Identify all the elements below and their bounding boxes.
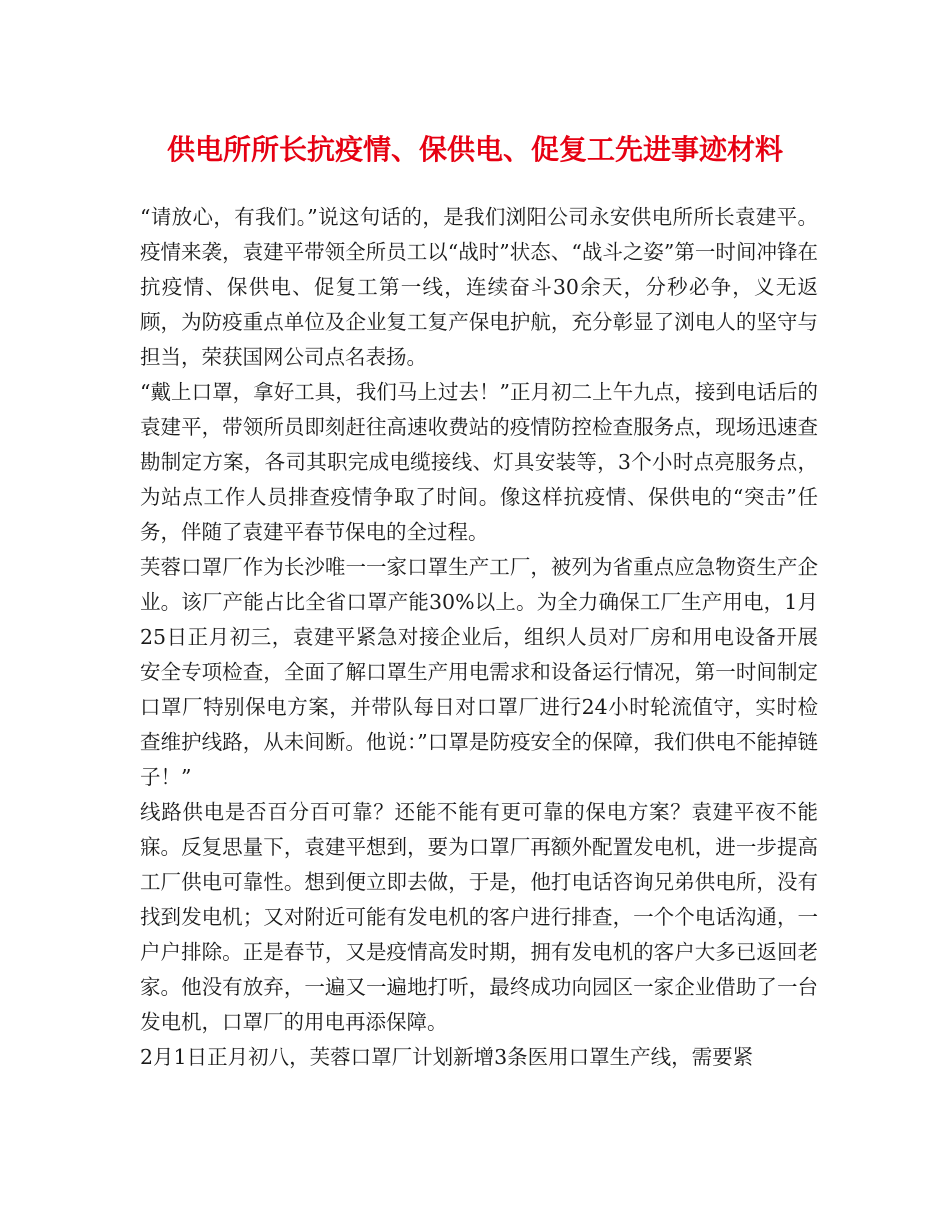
document-title: 供电所所长抗疫情、保供电、促复工先进事迹材料 xyxy=(166,133,783,166)
paragraph-4: 线路供电是否百分百可靠？还能不能有更可靠的保电方案？袁建平夜不能寐。反复思量下，袁建平想到，要为口罩厂再额外配置发电机，进一步提高工厂供电可靠性。想到便立即去做，于是，他打电话咨询兄弟供电所，没有找到发电机；又对附近可能有发电机的客户进行排查，一个个电话沟通，一户户排除。正是春节，又是疫情高发时期，拥有发电机的客户大多已返回老家。他没有放弃，一遍又一遍地打听，最终成功向园区一家企业借助了一台发电机，口罩厂的用电再添保障。 xyxy=(140,800,818,1034)
paragraph-1: “请放心，有我们。”说这句话的，是我们浏阳公司永安供电所所长袁建平。疫情来袭，袁建平带领全所员工以“战时”状态、“战斗之姿”第一时间冲锋在抗疫情、保供电、促复工第一线，连续奋斗30余天，分秒必争，义无返顾，为防疫重点单位及企业复工复产保电护航，充分彰显了浏电人的坚守与担当，荣获国网公司点名表扬。 xyxy=(140,205,818,369)
paragraph-3: 芙蓉口罩厂作为长沙唯一一家口罩生产工厂，被列为省重点应急物资生产企业。该厂产能占比全省口罩产能30%以上。为全力确保工厂生产用电，1月25日正月初三，袁建平紧急对接企业后，组织人员对厂房和用电设备开展安全专项检查，全面了解口罩生产用电需求和设备运行情况，第一时间制定口罩厂特别保电方案，并带队每日对口罩厂进行24小时轮流值守，实时检查维护线路，从未间断。他说：”口罩是防疫安全的保障，我们供电不能掉链子！” xyxy=(140,555,818,789)
paragraph-2: “戴上口罩，拿好工具，我们马上过去！”正月初二上午九点，接到电话后的袁建平，带领所员即刻赶往高速收费站的疫情防控检查服务点，现场迅速查勘制定方案，各司其职完成电缆接线、灯具安装等，3个小时点亮服务点，为站点工作人员排查疫情争取了时间。像这样抗疫情、保供电的“突击”任务，伴随了袁建平春节保电的全过程。 xyxy=(140,380,818,544)
paragraph-5: 2月1日正月初八，芙蓉口罩厂计划新增3条医用口罩生产线，需要紧 xyxy=(140,1045,754,1069)
document-body xyxy=(140,200,818,1075)
